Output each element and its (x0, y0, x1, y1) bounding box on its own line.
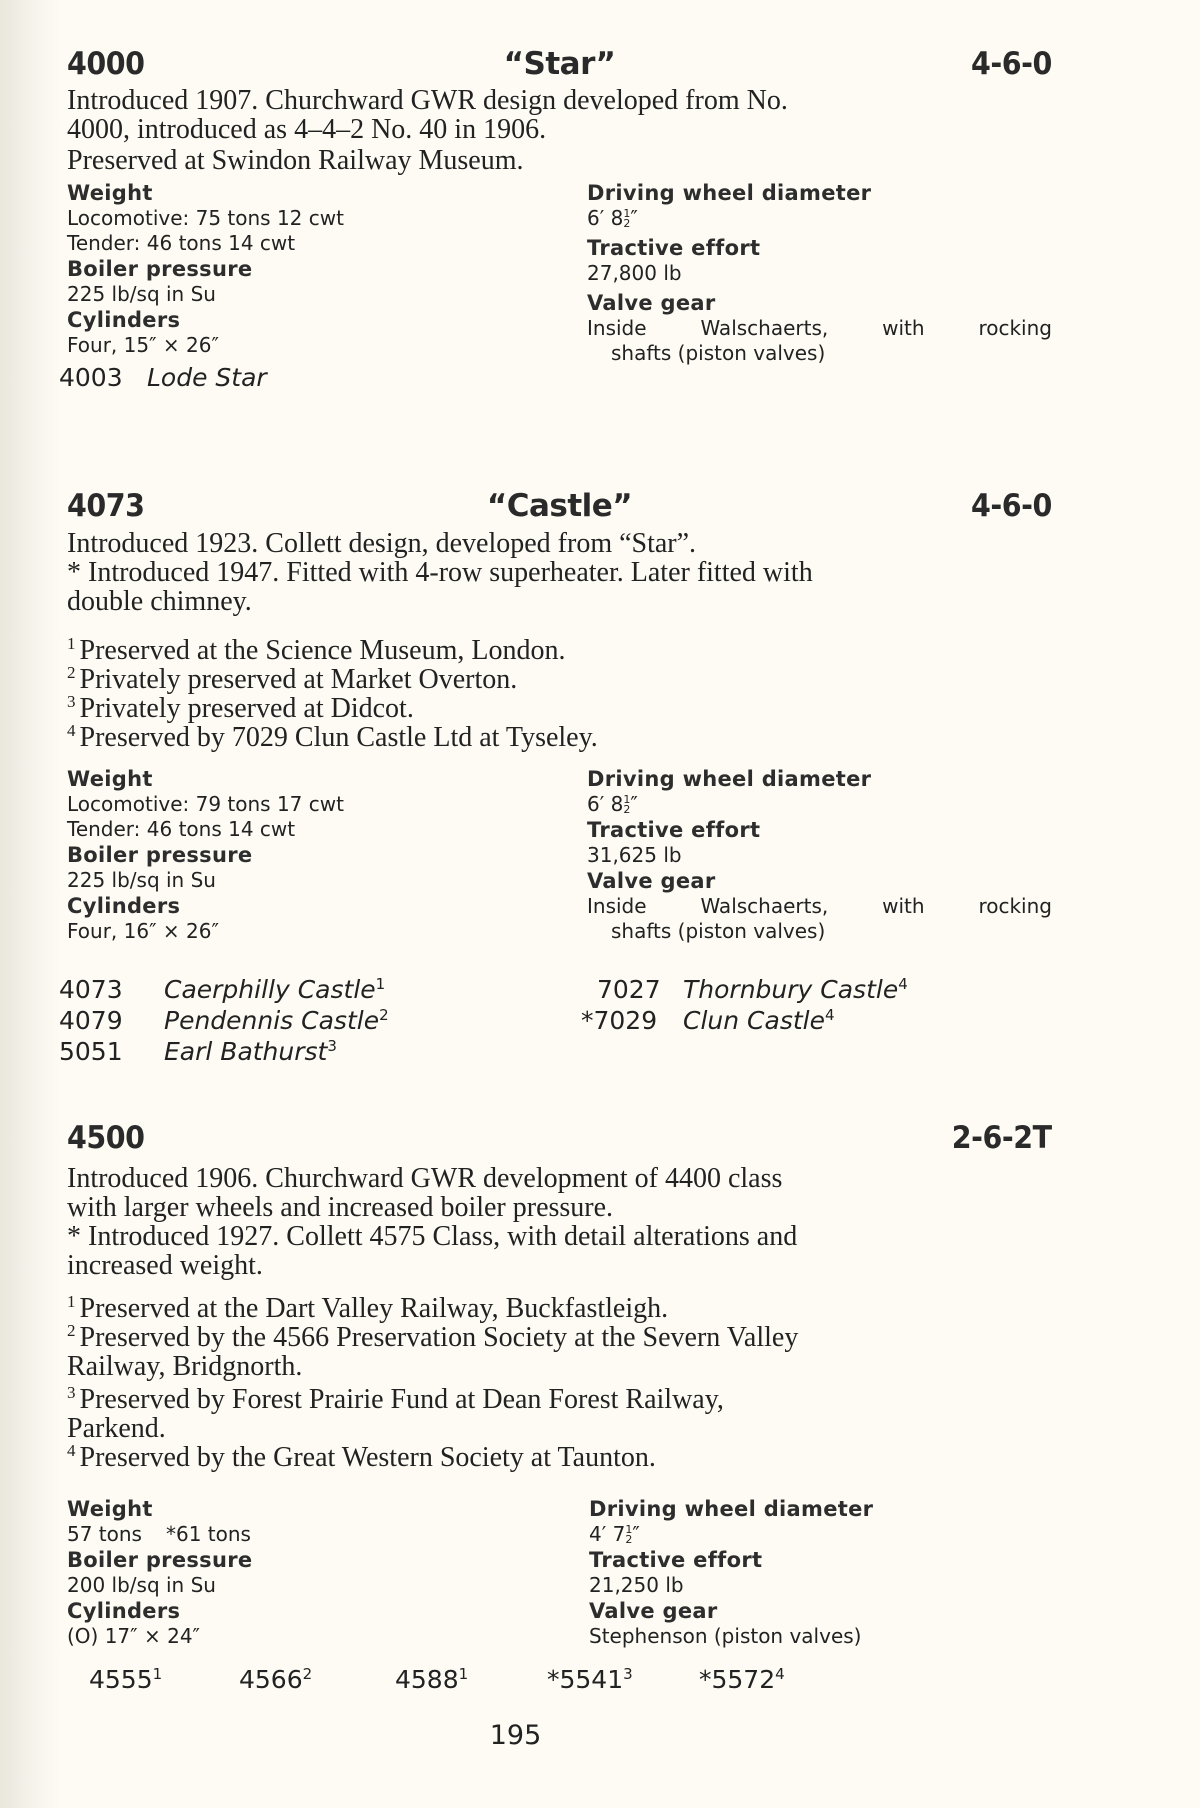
footnote-ref: 4 (824, 1006, 835, 1024)
footnote-text: Preserved at the Science Museum, London. (79, 635, 566, 666)
locomotive-entry (89, 1665, 162, 1694)
description-line: with larger wheels and increased boiler pressure. (67, 1192, 614, 1223)
word: the (231, 1322, 267, 1353)
fraction-denominator: 2 (625, 1533, 633, 1546)
footnote-mark: 3 (67, 692, 76, 711)
class-description (67, 86, 1052, 144)
word: the (601, 1322, 636, 1353)
footnote-word-group (67, 1384, 190, 1415)
footnote-ref: 1 (375, 975, 386, 993)
word: Walschaerts, (700, 316, 829, 340)
footnote-mark: 1 (67, 634, 76, 653)
fraction-numerator: 1 (623, 793, 631, 806)
cylinders-label: Cylinders (67, 894, 181, 918)
inch-mark: ″ (632, 1522, 640, 1546)
tractive-label: Tractive effort (587, 818, 761, 842)
valve-gear-value (587, 894, 1052, 919)
word: Forest (231, 1384, 302, 1415)
specs-right-column (587, 180, 1052, 366)
footnote-word-group (67, 1322, 190, 1353)
tractive-value: 31,625 lb (587, 843, 682, 867)
class-number: 4073 (67, 488, 145, 524)
cylinders-label: Cylinders (67, 308, 181, 332)
name-text: Caerphilly Castle (164, 975, 376, 1004)
word: Severn (642, 1322, 721, 1353)
footnote-cont: Parkend. (67, 1413, 166, 1444)
class-name: “Star” (503, 46, 616, 82)
weight-value: Tender: 46 tons 14 cwt (67, 231, 296, 255)
valve-gear-label: Valve gear (587, 869, 716, 893)
weight-value: Locomotive: 79 tons 17 cwt (67, 792, 344, 816)
description-line: * Introduced 1947. Fitted with 4-row superheater. Later fitted with (67, 557, 813, 588)
word: rocking (978, 894, 1052, 918)
word: Prairie (308, 1384, 384, 1415)
footnote-text: Preserved by the Great Western Society at Taunton. (79, 1442, 656, 1473)
cylinders-value: (O) 17″ × 24″ (67, 1624, 201, 1648)
boiler-value: 225 lb/sq in Su (67, 282, 216, 306)
name-text: Thornbury Castle (683, 975, 899, 1004)
locomotive-entry (59, 974, 1044, 1005)
boiler-label: Boiler pressure (67, 1548, 253, 1572)
footnote (67, 694, 1052, 723)
footnote-text: Preserved by 7029 Clun Castle Ltd at Tyseley. (79, 722, 598, 753)
driving-wheel-whole: 6′ 8 (587, 792, 624, 816)
footnote (67, 636, 1052, 665)
footnote (67, 1443, 1052, 1472)
footnote (67, 723, 1052, 752)
locomotive-number-list (89, 1665, 989, 1699)
weight-starred: *61 tons (165, 1522, 251, 1546)
tractive-value: 21,250 lb (589, 1573, 684, 1597)
description-line: increased weight. (67, 1250, 263, 1281)
footnote (67, 665, 1052, 694)
word: at (455, 1384, 476, 1415)
footnote-ref: 4 (775, 1665, 785, 1683)
footnotes (67, 1294, 1052, 1472)
locomotive-number: *5572 (699, 1665, 776, 1694)
word: Preserved (79, 1322, 190, 1353)
class-name: “Castle” (486, 488, 633, 524)
footnote-text: Preserved at the Dart Valley Railway, Buckfastleigh. (79, 1293, 669, 1324)
specs-right-column (589, 1496, 1054, 1649)
word: rocking (978, 316, 1052, 340)
valve-gear-value-cont: shafts (piston valves) (611, 919, 826, 943)
tractive-label: Tractive effort (589, 1548, 763, 1572)
tractive-value: 27,800 lb (587, 261, 682, 285)
footnote-mark: 2 (67, 663, 76, 682)
valve-gear-value-cont: shafts (piston valves) (611, 341, 826, 365)
word: Preserved (79, 1384, 190, 1415)
locomotive-entry (59, 1036, 1044, 1067)
locomotive-entry (395, 1665, 468, 1694)
footnote-text: Privately preserved at Market Overton. (79, 664, 518, 695)
class-heading-4500 (67, 1120, 1052, 1164)
word: Fund (390, 1384, 449, 1415)
driving-wheel-label: Driving wheel diameter (587, 767, 872, 791)
locomotive-name (164, 974, 385, 1005)
word: with (882, 894, 925, 918)
description-line: 4000, introduced as 4–4–2 No. 40 in 1906. (67, 114, 547, 145)
description-text: Introduced 1906. Churchward GWR development of 4400 class (67, 1163, 783, 1194)
footnote (67, 1294, 1052, 1323)
boiler-value: 200 lb/sq in Su (67, 1573, 216, 1597)
description-line: Introduced 1923. Collett design, developed from “Star”. (67, 528, 697, 559)
footnote-ref: 2 (302, 1665, 313, 1683)
boiler-label: Boiler pressure (67, 257, 253, 281)
fraction-numerator: 1 (623, 207, 631, 220)
preservation-note (67, 146, 1052, 175)
locomotive-list (59, 362, 659, 393)
footnote-ref: 4 (898, 975, 908, 993)
wheel-arrangement: 2-6-2T (952, 1120, 1052, 1156)
wheel-arrangement: 4-6-0 (971, 46, 1052, 82)
locomotive-entry (547, 1665, 633, 1694)
locomotive-entry (699, 1665, 785, 1694)
locomotive-name (164, 1005, 389, 1036)
locomotive-name: Lode Star (147, 363, 267, 392)
specs-left-column (67, 180, 567, 358)
locomotive-name (164, 1036, 337, 1067)
word: at (574, 1322, 595, 1353)
description-line (67, 86, 1052, 115)
word: with (882, 316, 925, 340)
description-text: Introduced 1907. Churchward GWR design developed from No. (67, 85, 788, 116)
tractive-label: Tractive effort (587, 236, 761, 260)
weight-label: Weight (67, 181, 153, 205)
cylinders-label: Cylinders (67, 1599, 181, 1623)
locomotive-name (683, 1005, 835, 1036)
word: by (196, 1384, 225, 1415)
footnote-ref: 3 (623, 1665, 633, 1683)
page-number: 195 (489, 1720, 542, 1751)
word: Society (483, 1322, 568, 1353)
locomotive-number: 4555 (89, 1665, 153, 1694)
locomotive-name (683, 974, 908, 1005)
word: Inside (587, 316, 647, 340)
footnote-mark: 2 (67, 1321, 76, 1340)
footnotes (67, 636, 1052, 752)
word: Dean (482, 1384, 542, 1415)
locomotive-entry (59, 1005, 1044, 1036)
page-gutter-shadow (0, 0, 60, 1808)
footnote-mark: 3 (67, 1383, 76, 1402)
footnote-text: Privately preserved at Didcot. (79, 693, 414, 724)
description-line: * Introduced 1927. Collett 4575 Class, with detail alterations and (67, 1221, 798, 1252)
word: Inside (587, 894, 647, 918)
driving-wheel-value (589, 1522, 1054, 1547)
footnote-mark: 4 (67, 721, 76, 740)
fraction-denominator: 2 (623, 803, 631, 816)
locomotive-number: 5051 (59, 1037, 123, 1066)
word: 4566 (273, 1322, 330, 1353)
driving-wheel-label: Driving wheel diameter (589, 1497, 874, 1521)
boiler-label: Boiler pressure (67, 843, 253, 867)
locomotive-number: 7027 (597, 975, 661, 1004)
driving-wheel-value (587, 206, 1052, 231)
word: Preservation (336, 1322, 477, 1353)
footnote-ref: 1 (152, 1665, 163, 1683)
class-heading-castle (67, 488, 1052, 532)
weight-label: Weight (67, 767, 153, 791)
word: Valley (726, 1322, 799, 1353)
specs-left-column (67, 1496, 567, 1649)
specs-right-column (587, 766, 1052, 944)
locomotive-number: 4003 (59, 363, 123, 392)
word: by (196, 1322, 225, 1353)
locomotive-number: 4073 (59, 975, 123, 1004)
driving-wheel-value (587, 792, 1052, 817)
name-text: Pendennis Castle (164, 1006, 380, 1035)
fraction-denominator: 2 (623, 217, 631, 230)
driving-wheel-label: Driving wheel diameter (587, 181, 872, 205)
wheel-arrangement: 4-6-0 (971, 488, 1052, 524)
description-line: double chimney. (67, 586, 252, 617)
specs-left-column (67, 766, 567, 944)
class-number: 4500 (67, 1120, 145, 1156)
footnote-mark: 4 (67, 1441, 76, 1460)
locomotive-number: 4566 (239, 1665, 303, 1694)
locomotive-entry (59, 362, 659, 393)
name-text: Clun Castle (683, 1006, 825, 1035)
locomotive-list (59, 974, 1044, 1067)
valve-gear-label: Valve gear (589, 1599, 718, 1623)
weight-value: Locomotive: 75 tons 12 cwt (67, 206, 344, 230)
inch-mark: ″ (630, 792, 638, 816)
class-number: 4000 (67, 46, 145, 82)
word: Forest (548, 1384, 619, 1415)
locomotive-number: *5541 (547, 1665, 624, 1694)
weight-standard: 57 tons (67, 1522, 142, 1546)
footnote-ref: 2 (379, 1006, 389, 1024)
word: Railway, (625, 1384, 724, 1415)
preservation-text: Preserved at Swindon Railway Museum. (67, 145, 524, 176)
locomotive-number: 4079 (59, 1006, 123, 1035)
inch-mark: ″ (630, 206, 638, 230)
valve-gear-value (587, 316, 1052, 341)
valve-gear-value: Stephenson (piston valves) (589, 1624, 862, 1648)
footnote-mark: 1 (67, 1292, 76, 1311)
valve-gear-label: Valve gear (587, 291, 716, 315)
footnote-ref: 1 (458, 1665, 469, 1683)
description-line (67, 1164, 1052, 1193)
cylinders-value: Four, 16″ × 26″ (67, 919, 219, 943)
footnote-cont: Railway, Bridgnorth. (67, 1351, 303, 1382)
name-text: Earl Bathurst (164, 1037, 328, 1066)
driving-wheel-whole: 4′ 7 (589, 1522, 626, 1546)
cylinders-value: Four, 15″ × 26″ (67, 333, 219, 357)
word: Walschaerts, (700, 894, 829, 918)
class-description (67, 529, 1052, 616)
locomotive-entry (239, 1665, 312, 1694)
class-description (67, 1164, 1052, 1280)
locomotive-number: 4588 (395, 1665, 459, 1694)
footnote (67, 1323, 1052, 1352)
footnote (67, 1385, 1052, 1414)
footnote-ref: 3 (327, 1037, 337, 1055)
boiler-value: 225 lb/sq in Su (67, 868, 216, 892)
weight-value (67, 1522, 567, 1547)
locomotive-number: *7029 (581, 1006, 658, 1035)
weight-value: Tender: 46 tons 14 cwt (67, 817, 296, 841)
fraction-numerator: 1 (625, 1523, 633, 1536)
weight-label: Weight (67, 1497, 153, 1521)
class-heading-star (67, 46, 1052, 90)
driving-wheel-whole: 6′ 8 (587, 206, 624, 230)
